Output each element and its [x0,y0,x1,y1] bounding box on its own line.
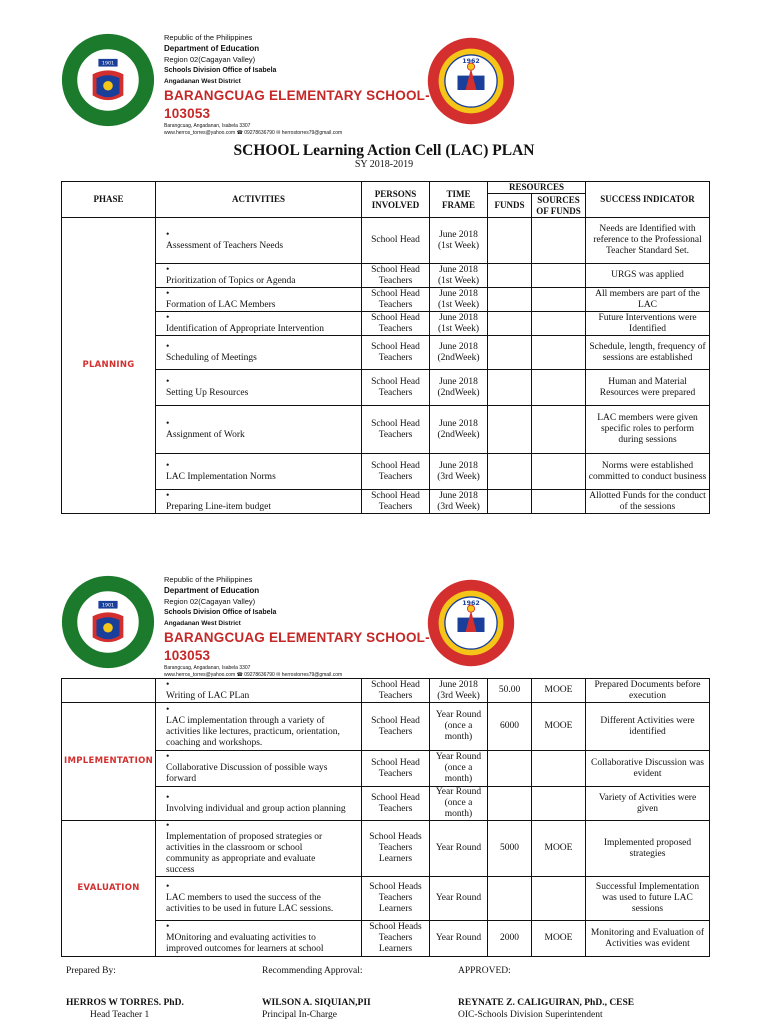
bullet-icon: • [166,341,170,352]
sources-cell [532,288,586,312]
school-contact: www.herros_torres@yahoo.com ☎ 09278636790 ✉ herrostorres79@gmail.com [164,130,343,136]
activity-text: Prioritization of Topics or Agenda [166,275,296,286]
time-frame-cell: Year Round (once a month) [430,751,488,787]
sources-cell: MOOE [532,821,586,877]
funds-cell [488,751,532,787]
letterhead-text [164,32,464,137]
funds-cell [488,454,532,490]
funds-cell: 50.00 [488,679,532,703]
success-indicator-cell: Successful Implementation was used to future LAC sessions [586,877,710,921]
table-row [62,703,710,751]
persons-cell: School Head Teachers [362,703,430,751]
sources-cell: MOOE [532,703,586,751]
sources-cell [532,264,586,288]
activity-text: LAC implementation through a variety of activities like lectures, practicum, orientation, coaching and workshops. [166,715,340,748]
time-frame-cell: June 2018 (2ndWeek) [430,406,488,454]
activity-cell [156,406,362,454]
activity-cell [156,921,362,957]
success-indicator-cell: Implemented proposed strategies [586,821,710,877]
table-row [62,454,710,490]
bullet-icon: • [166,376,170,387]
header-sources: SOURCES OF FUNDS [532,194,586,218]
phase-implementation: IMPLEMENTATION [62,703,156,821]
table-row [62,679,710,703]
table-row [62,877,710,921]
activity-cell [156,454,362,490]
republic-line: Republic of the Philippines [164,575,253,584]
approved-title: OIC-Schools Division Superintendent [458,1010,603,1020]
svg-text:1962: 1962 [462,58,480,65]
activity-cell [156,288,362,312]
sources-cell [532,218,586,264]
success-indicator-cell: Future Interventions were Identified [586,312,710,336]
activity-text: Assessment of Teachers Needs [166,240,284,251]
funds-cell [488,312,532,336]
svg-text:1901: 1901 [101,61,115,67]
sources-cell: MOOE [532,679,586,703]
activity-text: Identification of Appropriate Intervention [166,323,325,334]
table-row [62,921,710,957]
activity-cell [156,751,362,787]
persons-cell: School Head Teachers [362,490,430,514]
success-indicator-cell: LAC members were given specific roles to perform during sessions [586,406,710,454]
activity-cell [156,370,362,406]
time-frame-cell: June 2018 (3rd Week) [430,454,488,490]
funds-cell [488,370,532,406]
activity-cell [156,877,362,921]
phase-evaluation: EVALUATION [62,821,156,957]
school-address: Barangcuag, Angadanan, Isabela 3307 [164,665,251,671]
time-frame-cell: June 2018 (2ndWeek) [430,336,488,370]
activity-text: Formation of LAC Members [166,299,276,310]
school-year: SY 2018-2019 [354,159,414,170]
table-row [62,218,710,264]
persons-cell: School Head [362,218,430,264]
activity-cell [156,821,362,877]
activity-text: LAC members to used the success of the activities to be used in future LAC sessions. [166,893,334,914]
header-phase: PHASE [62,182,156,218]
time-frame-cell: Year Round [430,877,488,921]
success-indicator-cell: Norms were established committed to conduct business [586,454,710,490]
header-persons: PERSONS INVOLVED [362,182,430,218]
table-row [62,821,710,877]
activity-text: LAC Implementation Norms [166,471,276,482]
deped-seal-icon [60,32,156,128]
sources-cell [532,336,586,370]
persons-cell: School Head Teachers [362,454,430,490]
letterhead-top [60,28,500,136]
funds-cell [488,406,532,454]
activity-cell [156,703,362,751]
header-activities: ACTIVITIES [156,182,362,218]
success-indicator-cell: Needs are Identified with reference to the Professional Teacher Standard Set. [586,218,710,264]
school-contact: www.herros_torres@yahoo.com ☎ 09278636790 ✉ herrostorres79@gmail.com [164,672,343,678]
activity-text: Writing of LAC PLan [166,690,250,701]
lac-plan-table-planning [61,181,710,514]
activity-text: Collaborative Discussion of possible ways forward [166,763,328,784]
persons-cell: School Heads Teachers Learners [362,921,430,957]
persons-cell: School Head Teachers [362,264,430,288]
table-row [62,490,710,514]
letterhead-page-2 [60,570,500,678]
time-frame-cell: Year Round (once a month) [430,787,488,821]
phase-planning: PLANNING [62,218,156,514]
success-indicator-cell: All members are part of the LAC [586,288,710,312]
table-row [62,370,710,406]
svg-text:1962: 1962 [462,600,480,607]
document-title: SCHOOL Learning Action Cell (LAC) PLAN [233,142,535,159]
activity-cell [156,490,362,514]
bullet-icon: • [166,264,170,275]
success-indicator-cell: Human and Material Resources were prepared [586,370,710,406]
bullet-icon: • [166,229,170,240]
success-indicator-cell: Schedule, length, frequency of sessions are established [586,336,710,370]
persons-cell: School Head Teachers [362,787,430,821]
division-line: Schools Division Office of Isabela [164,67,277,74]
svg-text:1901: 1901 [101,603,115,609]
funds-cell [488,877,532,921]
sources-cell: MOOE [532,921,586,957]
sources-cell [532,751,586,787]
bullet-icon: • [166,460,170,471]
school-name: BARANGCUAG ELEMENTARY SCHOOL-103053 [164,88,430,121]
time-frame-cell: June 2018 (2ndWeek) [430,370,488,406]
time-frame-cell: June 2018 (1st Week) [430,218,488,264]
time-frame-cell: June 2018 (3rd Week) [430,490,488,514]
bullet-icon: • [166,752,170,762]
bullet-icon: • [166,922,170,932]
sources-cell [532,877,586,921]
time-frame-cell: June 2018 (1st Week) [430,312,488,336]
activity-cell [156,679,362,703]
activity-text: Involving individual and group action planning [166,803,346,814]
success-indicator-cell: Different Activities were identified [586,703,710,751]
success-indicator-cell: URGS was applied [586,264,710,288]
department-line: Department of Education [164,586,260,595]
funds-cell [488,264,532,288]
bullet-icon: • [166,679,170,690]
phase-empty [62,679,156,703]
activity-text: Implementation of proposed strategies or activities in the classroom or school community as appropriate and evaluate success [166,832,323,875]
funds-cell [488,218,532,264]
approved-name: REYNATE Z. CALIGUIRAN, PhD., CESE [458,998,635,1008]
school-name: BARANGCUAG ELEMENTARY SCHOOL-103053 [164,630,430,663]
funds-cell: 6000 [488,703,532,751]
persons-cell: School Head Teachers [362,336,430,370]
sources-cell [532,490,586,514]
persons-cell: School Head Teachers [362,370,430,406]
success-indicator-cell: Variety of Activities were given [586,787,710,821]
persons-cell: School Head Teachers [362,679,430,703]
success-indicator-cell: Prepared Documents before execution [586,679,710,703]
region-line: Region 02(Cagayan Valley) [164,55,256,64]
letterhead-text [164,574,464,679]
persons-cell: School Head Teachers [362,312,430,336]
sources-cell [532,454,586,490]
activity-cell [156,787,362,821]
header-time: TIME FRAME [430,182,488,218]
time-frame-cell: June 2018 (3rd Week) [430,679,488,703]
bullet-icon: • [166,418,170,429]
activity-cell [156,312,362,336]
funds-cell [488,490,532,514]
time-frame-cell: Year Round (once a month) [430,703,488,751]
time-frame-cell: June 2018 (1st Week) [430,288,488,312]
persons-cell: School Heads Teachers Learners [362,877,430,921]
recommending-label: Recommending Approval: [262,966,363,976]
activity-text: Scheduling of Meetings [166,352,257,363]
time-frame-cell: Year Round [430,921,488,957]
region-line: Region 02(Cagayan Valley) [164,597,256,606]
table-row [62,336,710,370]
school-address: Barangcuag, Angadanan, Isabela 3307 [164,123,251,129]
lac-plan-table-implementation [61,678,710,957]
persons-cell: School Head Teachers [362,406,430,454]
activity-text: Preparing Line-item budget [166,501,271,512]
sources-cell [532,406,586,454]
activity-cell [156,264,362,288]
persons-cell: School Heads Teachers Learners [362,821,430,877]
activity-text: MOnitoring and evaluating activities to improved outcomes for learners at school [166,933,324,954]
header-success: SUCCESS INDICATOR [586,182,710,218]
district-line: Angadanan West District [164,620,241,627]
approved-label: APPROVED: [458,966,511,976]
funds-cell: 5000 [488,821,532,877]
funds-cell [488,787,532,821]
table-row [62,406,710,454]
success-indicator-cell: Allotted Funds for the conduct of the sessions [586,490,710,514]
bullet-icon: • [166,490,170,501]
time-frame-cell: Year Round [430,821,488,877]
header-funds: FUNDS [488,194,532,218]
persons-cell: School Head Teachers [362,751,430,787]
recommending-title: Principal In-Charge [262,1010,338,1020]
department-line: Department of Education [164,44,260,53]
bullet-icon: • [166,882,170,892]
table-row [62,312,710,336]
funds-cell [488,288,532,312]
deped-seal-icon [60,574,156,670]
sources-cell [532,370,586,406]
sources-cell [532,312,586,336]
table-row [62,264,710,288]
bullet-icon: • [166,821,170,831]
bullet-icon: • [166,792,170,803]
prepared-by-title: Head Teacher 1 [90,1010,150,1020]
table-row [62,751,710,787]
table-row [62,787,710,821]
activity-cell [156,218,362,264]
header-resources: RESOURCES [488,182,586,194]
republic-line: Republic of the Philippines [164,33,253,42]
time-frame-cell: June 2018 (1st Week) [430,264,488,288]
prepared-by-name: HERROS W TORRES. PhD. [66,998,184,1008]
bullet-icon: • [166,288,170,299]
district-line: Angadanan West District [164,78,241,85]
table-row [62,288,710,312]
division-line: Schools Division Office of Isabela [164,609,277,616]
funds-cell: 2000 [488,921,532,957]
funds-cell [488,336,532,370]
prepared-by-label: Prepared By: [66,966,116,976]
sources-cell [532,787,586,821]
activity-cell [156,336,362,370]
activity-text: Assignment of Work [166,429,245,440]
success-indicator-cell: Monitoring and Evaluation of Activities was evident [586,921,710,957]
bullet-icon: • [166,704,170,715]
activity-text: Setting Up Resources [166,387,249,398]
recommending-name: WILSON A. SIQUIAN,PII [262,998,371,1008]
persons-cell: School Head Teachers [362,288,430,312]
bullet-icon: • [166,312,170,323]
success-indicator-cell: Collaborative Discussion was evident [586,751,710,787]
